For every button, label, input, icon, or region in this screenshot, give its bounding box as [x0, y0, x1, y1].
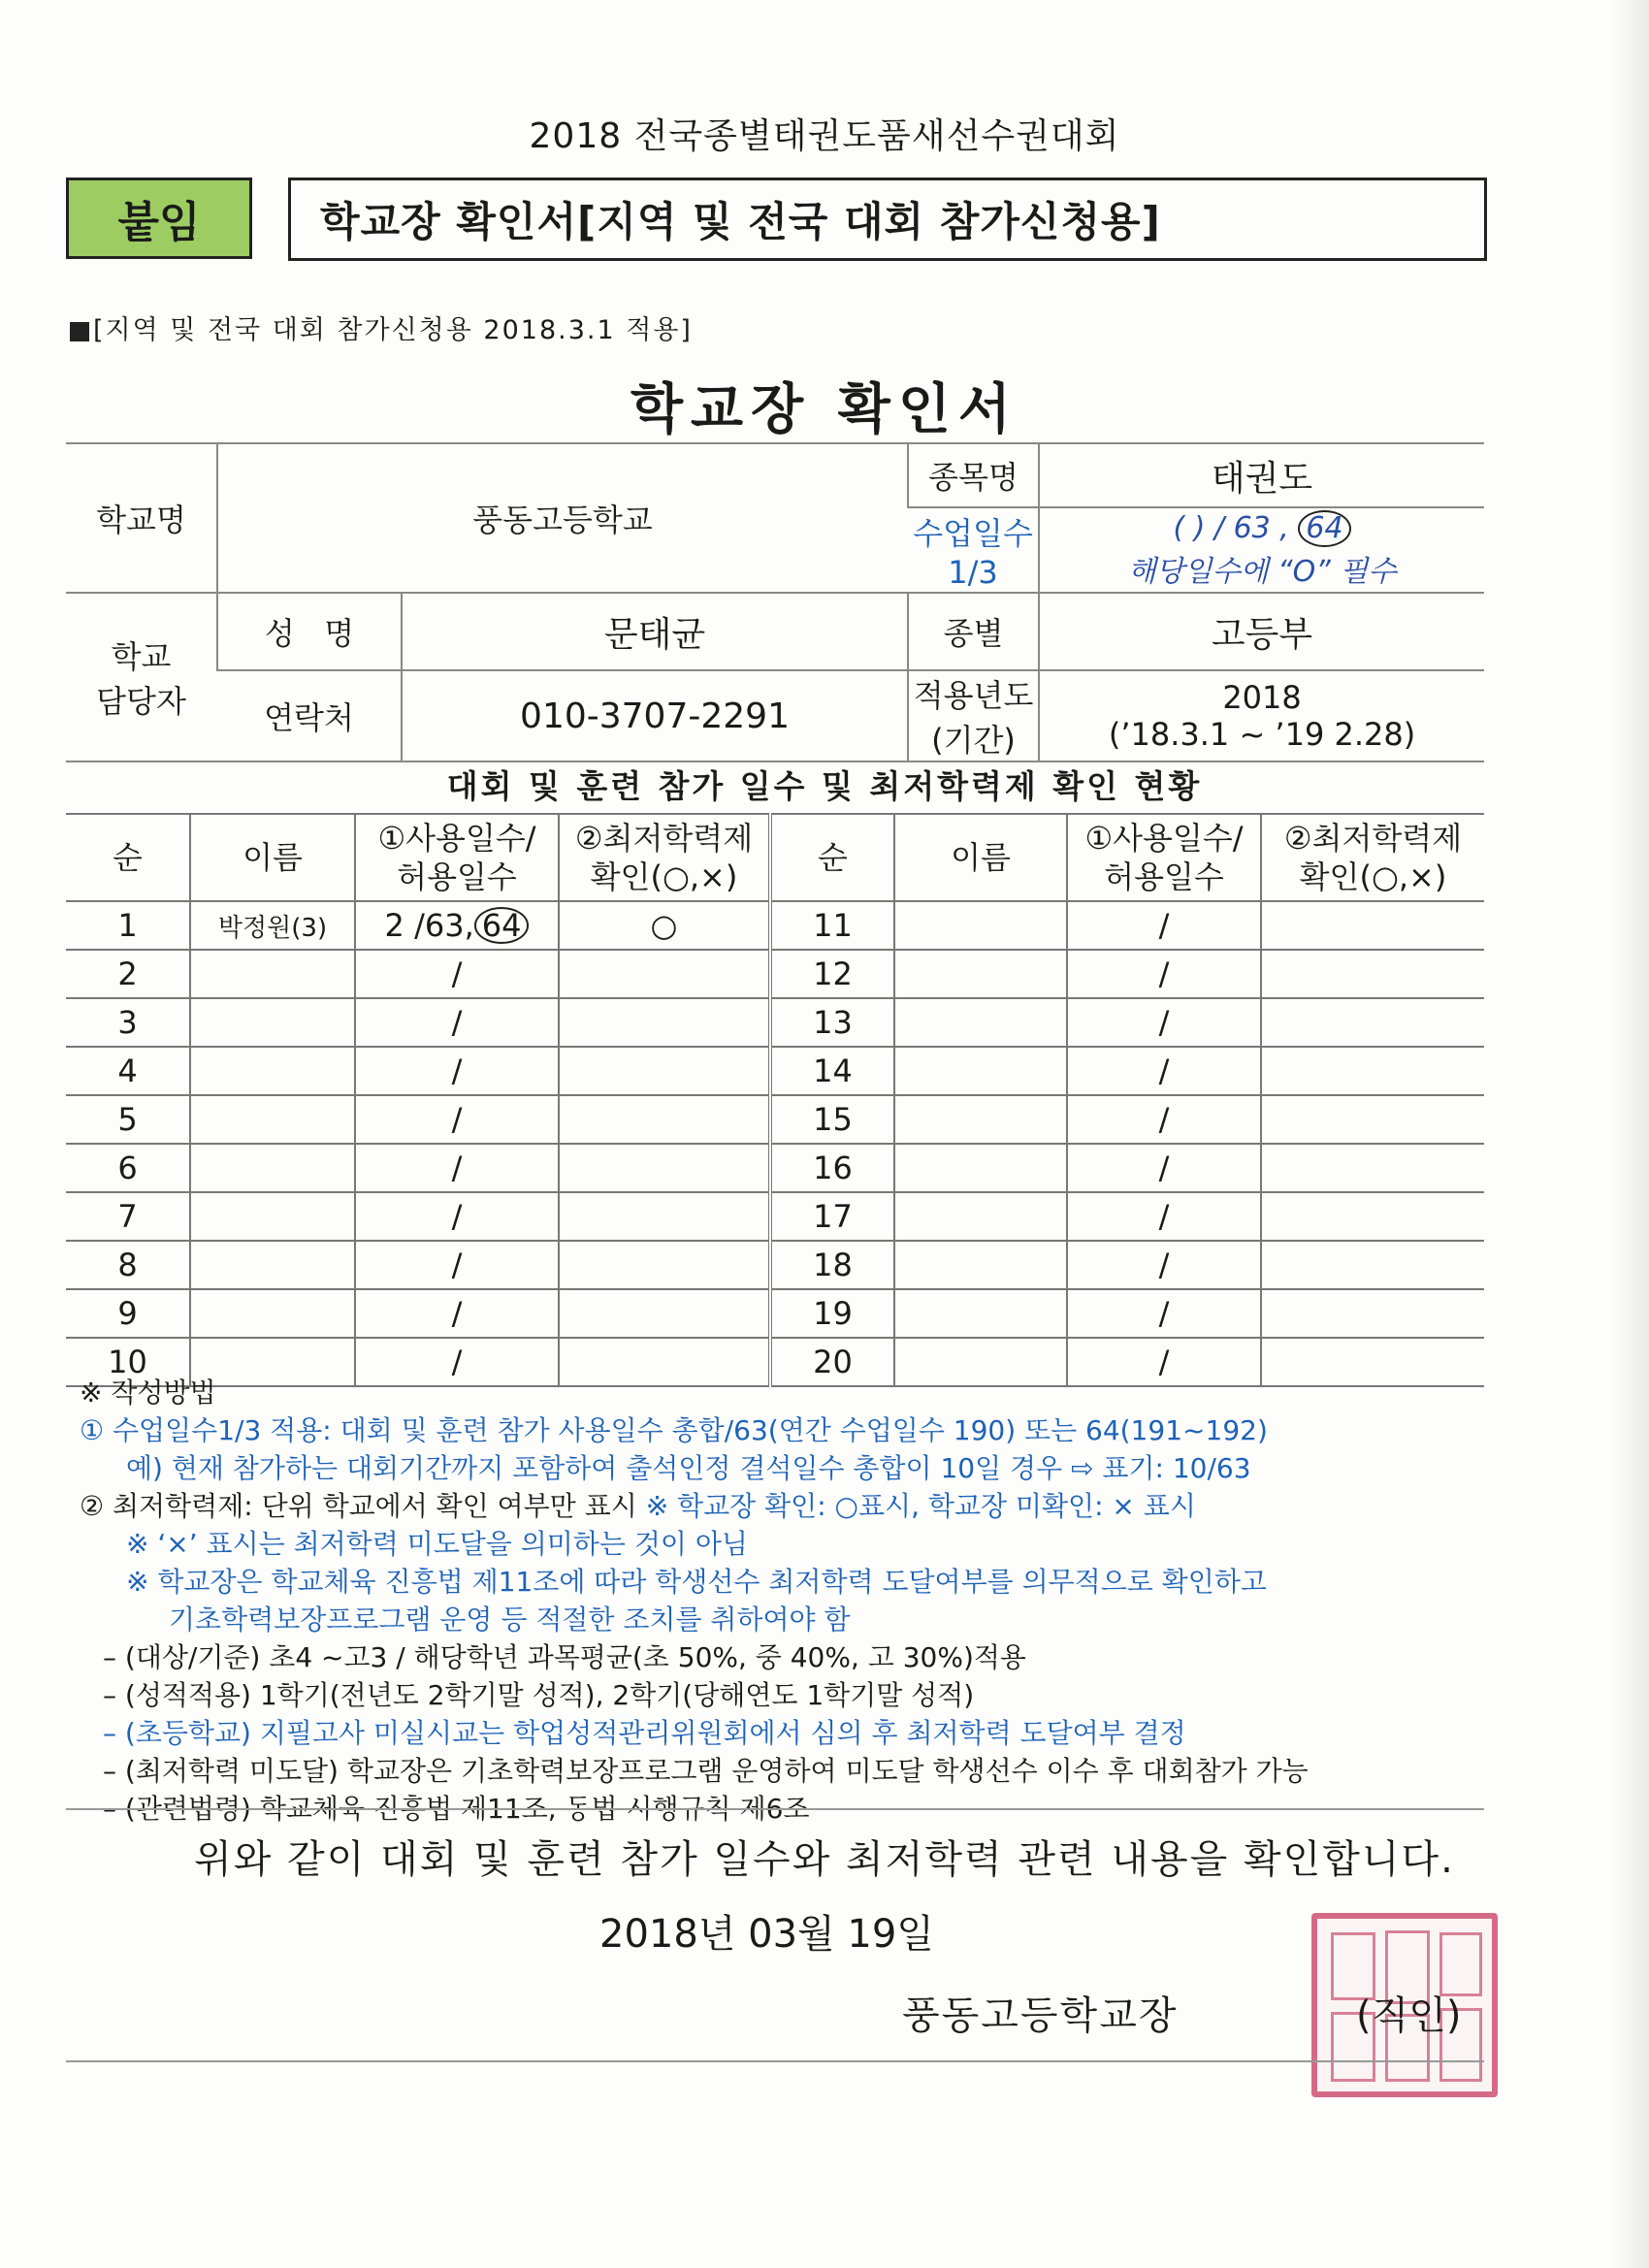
participant-no — [770, 1241, 894, 1289]
participant-no — [770, 1192, 894, 1241]
document-title: 학교장 확인서 — [630, 378, 1019, 441]
apply-note — [70, 308, 693, 346]
confirmation-text: 위와 같이 대회 및 훈련 참가 일수와 최저학력 관련 내용을 확인합니다. — [194, 1837, 1455, 1882]
participant-no — [770, 950, 894, 998]
instructions-heading: ※ 작성방법 — [80, 1377, 216, 1409]
participant-name — [190, 1144, 355, 1192]
participant-no — [66, 1047, 190, 1095]
school-label: 학교명 — [66, 443, 217, 593]
participant-days — [1067, 1289, 1261, 1338]
participant-days — [355, 1144, 559, 1192]
participant-no — [770, 998, 894, 1047]
confirmation-date: 2018년 03월 19일 — [599, 1912, 934, 1957]
school-info-table — [66, 442, 1484, 762]
participant-days — [355, 1047, 559, 1095]
participant-no-text: 1 — [117, 907, 138, 944]
class-days-label-line1: 수업일수 — [913, 515, 1033, 552]
participant-check — [1261, 1047, 1484, 1095]
header-no-right: 순 — [770, 814, 894, 901]
participant-no-text: 10 — [108, 1344, 147, 1380]
participant-days-text: / — [1158, 1295, 1170, 1332]
participant-days — [1067, 1047, 1261, 1095]
participant-days-text: / — [1158, 1101, 1170, 1138]
table-row — [66, 1144, 1484, 1192]
participant-check-text: ○ — [650, 907, 678, 944]
divider-top — [66, 1808, 1484, 1810]
class-days-circled: 64 — [1298, 510, 1350, 547]
participant-check — [559, 901, 770, 950]
participant-days — [355, 998, 559, 1047]
participant-days — [1067, 1192, 1261, 1241]
instruction-line-3 — [80, 1487, 1505, 1525]
participants-section-title: 대회 및 훈련 참가 일수 및 최저학력제 확인 현황 — [446, 767, 1203, 805]
participant-days-text: / — [451, 1344, 463, 1380]
participant-no-text: 4 — [117, 1053, 138, 1089]
phone-value: 010-3707-2291 — [402, 670, 908, 761]
participant-check — [1261, 901, 1484, 950]
participant-name — [894, 1095, 1067, 1144]
header-days — [355, 814, 559, 901]
participant-days-text: / — [1158, 1198, 1170, 1235]
participant-name — [894, 1192, 1067, 1241]
participant-days — [1067, 950, 1261, 998]
participant-name — [894, 1144, 1067, 1192]
participant-check — [1261, 1144, 1484, 1192]
header-days-right-line1: ①사용일수/ — [1084, 820, 1244, 857]
participant-days-text: / — [1158, 907, 1170, 944]
participant-no — [770, 1047, 894, 1095]
participant-no — [770, 1289, 894, 1338]
participant-days — [355, 950, 559, 998]
page-edge-shadow — [1610, 0, 1649, 2268]
participant-days — [1067, 1144, 1261, 1192]
table-row — [66, 1241, 1484, 1289]
participant-days — [1067, 901, 1261, 950]
participant-no-text: 9 — [117, 1295, 138, 1332]
year-value-line1: 2018 — [1222, 679, 1302, 716]
participant-days — [355, 1192, 559, 1241]
instruction-line-5: ※ 학교장은 학교체육 진흥법 제11조에 따라 학생선수 최저학력 도달여부를 의무적으로 확인하고 — [126, 1566, 1267, 1598]
participant-days-text: / — [1158, 1344, 1170, 1380]
participant-check — [559, 998, 770, 1047]
participant-days-text: / — [451, 1004, 463, 1041]
year-label — [908, 670, 1039, 761]
participants-table-body — [66, 901, 1484, 1386]
participant-days — [1067, 998, 1261, 1047]
participant-check — [559, 950, 770, 998]
class-days-note: 해당일수에 “O” 필수 — [1127, 555, 1397, 589]
participant-days-text: / — [1158, 1004, 1170, 1041]
instruction-line-7: – (대상/기준) 초4 ~고3 / 해당학년 과목평균(초 50%, 중 40%, 고 30%)적용 — [103, 1641, 1026, 1673]
participant-check — [559, 1289, 770, 1338]
contact-label-line1: 학교 — [111, 638, 172, 675]
form-title: 학교장 확인서[지역 및 전국 대회 참가신청용] — [288, 178, 1487, 261]
participant-no-text: 16 — [813, 1150, 853, 1186]
participant-no-text: 8 — [117, 1247, 138, 1283]
circled-days: 64 — [474, 907, 530, 944]
instruction-line-11: – (관련법령) 학교체육 진흥법 제11조, 동법 시행규칙 제6조 — [103, 1793, 810, 1825]
class-days-label — [908, 507, 1039, 593]
seal-label: (직인) — [1356, 1993, 1462, 2038]
participant-name — [190, 1047, 355, 1095]
table-row — [66, 1289, 1484, 1338]
participant-days-text: / — [451, 1053, 463, 1089]
participants-table — [66, 813, 1484, 1387]
header-days-line2: 허용일수 — [397, 859, 517, 895]
participant-name — [894, 1047, 1067, 1095]
participant-days — [1067, 1095, 1261, 1144]
participant-days-text: / — [451, 956, 463, 992]
contact-name-value: 문태균 — [402, 593, 908, 670]
header-check-right — [1261, 814, 1484, 901]
header-days-right-line2: 허용일수 — [1104, 859, 1224, 895]
participant-no — [66, 1241, 190, 1289]
participant-days-text: 2 /63, — [384, 907, 474, 944]
instruction-line-1: ① 수업일수1/3 적용: 대회 및 훈련 참가 사용일수 총합/63(연간 수업일수 190) 또는 64(191~192) — [80, 1414, 1268, 1446]
participant-check — [559, 1047, 770, 1095]
participant-no-text: 18 — [813, 1247, 853, 1283]
header-check-right-line1: ②최저학력제 — [1283, 820, 1463, 857]
participant-days-text: / — [451, 1198, 463, 1235]
square-bullet-icon — [70, 322, 89, 341]
participant-name — [190, 901, 355, 950]
participant-no — [66, 1095, 190, 1144]
principal-name: 풍동고등학교장 — [902, 1993, 1179, 2038]
header-name-right: 이름 — [894, 814, 1067, 901]
participant-days — [355, 901, 559, 950]
table-row — [66, 1047, 1484, 1095]
table-row — [66, 950, 1484, 998]
division-label: 종별 — [908, 593, 1039, 670]
participant-name — [190, 1095, 355, 1144]
participant-days-text: / — [451, 1150, 463, 1186]
participant-check — [1261, 998, 1484, 1047]
participant-days — [355, 1289, 559, 1338]
participant-check — [1261, 1095, 1484, 1144]
year-label-line2: (기간) — [931, 722, 1016, 759]
attach-badge: 붙임 — [66, 178, 252, 259]
name-label: 성 명 — [217, 593, 402, 670]
instruction-line-2: 예) 현재 참가하는 대회기간까지 포함하여 출석인정 결석일수 총합이 10일 경우 ⇨ 표기: 10/63 — [126, 1452, 1251, 1484]
participant-no — [770, 1144, 894, 1192]
participant-no-text: 20 — [813, 1344, 853, 1380]
participant-no — [66, 901, 190, 950]
instruction-line-3b: ※ 학교장 확인: ○표시, 학교장 미확인: × 표시 — [645, 1490, 1196, 1522]
participant-name — [894, 901, 1067, 950]
participant-no-text: 7 — [117, 1198, 138, 1235]
participant-no — [66, 1144, 190, 1192]
participant-no-text: 17 — [813, 1198, 853, 1235]
participant-days-text: / — [451, 1101, 463, 1138]
instruction-line-3a: ② 최저학력제: 단위 학교에서 확인 여부만 표시 — [80, 1490, 646, 1522]
instruction-line-9: – (초등학교) 지필고사 미실시교는 학업성적관리위원회에서 심의 후 최저학력 도달여부 결정 — [103, 1717, 1186, 1749]
participant-no-text: 5 — [117, 1101, 138, 1138]
header-days-line1: ①사용일수/ — [377, 820, 536, 857]
table-row — [66, 1095, 1484, 1144]
class-days-value-text: ( ) / 63 , — [1173, 511, 1289, 545]
participant-days — [355, 1095, 559, 1144]
table-row — [66, 901, 1484, 950]
year-label-line1: 적용년도 — [913, 677, 1034, 714]
participant-no-text: 12 — [813, 956, 853, 992]
participant-name — [190, 950, 355, 998]
divider-bottom — [66, 2060, 1484, 2062]
sport-label: 종목명 — [908, 443, 1039, 507]
participant-check — [559, 1095, 770, 1144]
header-no: 순 — [66, 814, 190, 901]
participant-days-text: / — [451, 1247, 463, 1283]
participant-days-text: / — [1158, 1053, 1170, 1089]
participant-name — [894, 1241, 1067, 1289]
participant-name — [190, 1241, 355, 1289]
participant-no — [770, 1095, 894, 1144]
participant-no-text: 3 — [117, 1004, 138, 1041]
class-days-label-line2: 1/3 — [948, 554, 998, 591]
apply-note-text: [지역 및 전국 대회 참가신청용 2018.3.1 적용] — [93, 315, 693, 345]
participant-check — [1261, 1241, 1484, 1289]
instruction-line-8: – (성적적용) 1학기(전년도 2학기말 성적), 2학기(당해연도 1학기말 성적) — [103, 1679, 975, 1711]
participant-no — [66, 1192, 190, 1241]
participant-name — [190, 1192, 355, 1241]
year-value — [1039, 670, 1484, 761]
participant-no-text: 2 — [117, 956, 138, 992]
participant-no-text: 6 — [117, 1150, 138, 1186]
instruction-line-10: – (최저학력 미도달) 학교장은 기초학력보장프로그램 운영하여 미도달 학생선수 이수 후 대회참가 가능 — [103, 1755, 1309, 1787]
table-row — [66, 1192, 1484, 1241]
instruction-line-6: 기초학력보장프로그램 운영 등 적절한 조치를 취하여야 함 — [169, 1604, 851, 1636]
participant-name — [190, 1289, 355, 1338]
participant-no — [770, 901, 894, 950]
participant-name — [894, 998, 1067, 1047]
participant-check — [1261, 1289, 1484, 1338]
participant-no-text: 15 — [813, 1101, 853, 1138]
header-name: 이름 — [190, 814, 355, 901]
participant-name-text: 박정원(3) — [217, 913, 328, 943]
participant-no-text: 14 — [813, 1053, 853, 1089]
participant-check — [559, 1144, 770, 1192]
participant-days-text: / — [451, 1295, 463, 1332]
instructions — [80, 1374, 1505, 1828]
header-days-right — [1067, 814, 1261, 901]
contact-label-line2: 담당자 — [96, 683, 186, 720]
contact-label — [66, 593, 217, 761]
participant-check — [559, 1241, 770, 1289]
participant-no-text: 19 — [813, 1295, 853, 1332]
event-title: 2018 전국종별태권도품새선수권대회 — [529, 116, 1120, 156]
participant-days — [355, 1241, 559, 1289]
participant-check — [1261, 1192, 1484, 1241]
participant-check — [1261, 950, 1484, 998]
header-check-line2: 확인(○,×) — [590, 859, 738, 895]
instruction-line-4: ※ ‘×’ 표시는 최저학력 미도달을 의미하는 것이 아님 — [126, 1528, 748, 1560]
participant-name — [894, 1289, 1067, 1338]
participant-name — [894, 950, 1067, 998]
division-value: 고등부 — [1039, 593, 1484, 670]
header-check-right-line2: 확인(○,×) — [1299, 859, 1447, 895]
header-check — [559, 814, 770, 901]
year-value-line2: (’18.3.1 ~ ’19 2.28) — [1108, 716, 1416, 753]
participant-no — [66, 998, 190, 1047]
participant-no — [66, 950, 190, 998]
participant-days-text: / — [1158, 1247, 1170, 1283]
header-check-line1: ②최저학력제 — [574, 820, 754, 857]
participant-no-text: 11 — [813, 907, 853, 944]
class-days-value — [1039, 507, 1484, 593]
school-value: 풍동고등학교 — [217, 443, 908, 593]
participant-days-text: / — [1158, 956, 1170, 992]
participant-days — [1067, 1241, 1261, 1289]
participant-no-text: 13 — [813, 1004, 853, 1041]
participant-no — [66, 1289, 190, 1338]
phone-label: 연락처 — [217, 670, 402, 761]
participant-check — [559, 1192, 770, 1241]
table-row — [66, 998, 1484, 1047]
participant-name — [190, 998, 355, 1047]
sport-value: 태권도 — [1039, 443, 1484, 507]
participant-days-text: / — [1158, 1150, 1170, 1186]
